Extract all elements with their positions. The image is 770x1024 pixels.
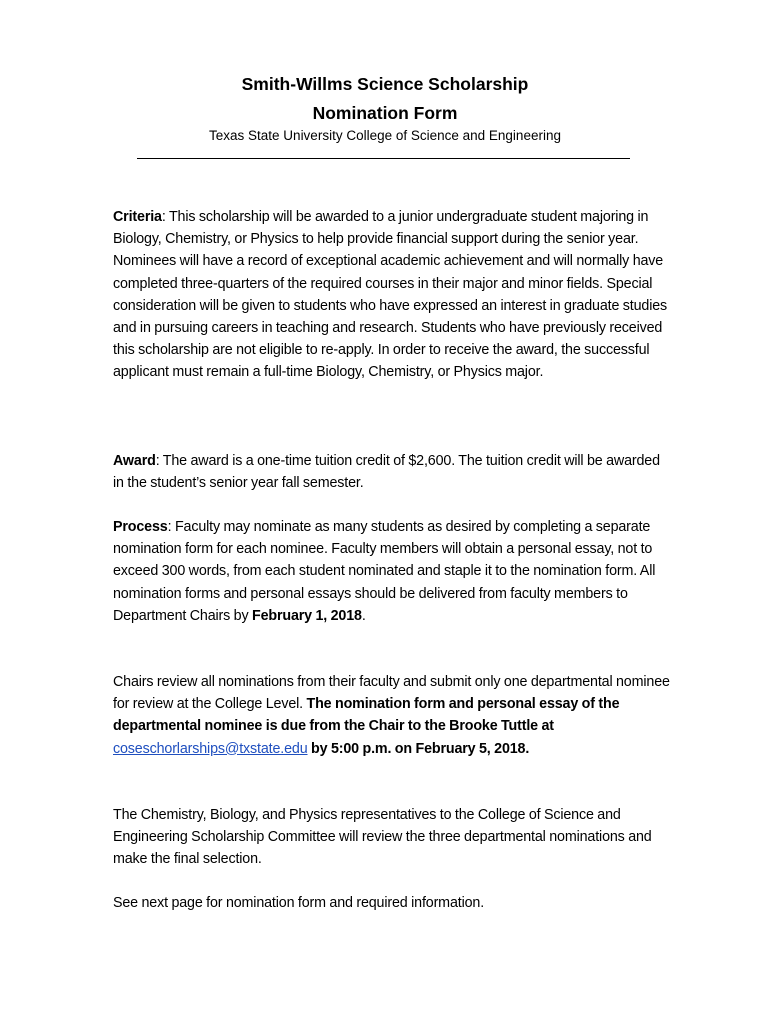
chairs-bold-text: The nomination form and personal essay of the departmental nominee is due from the Chair to the Brooke Tuttle at xyxy=(113,696,620,735)
representatives-paragraph xyxy=(113,804,673,871)
award-text: : The award is a one-time tuition credit of $2,600. The tuition credit will be awarded in the student’s senior year fall semester. xyxy=(113,453,660,492)
process-paragraph xyxy=(113,516,673,627)
criteria-paragraph xyxy=(113,206,673,384)
next-page-note xyxy=(113,892,673,914)
document-title-line2: Nomination Form xyxy=(312,103,458,123)
chairs-paragraph xyxy=(113,671,673,760)
criteria-text: : This scholarship will be awarded to a junior undergraduate student majoring in Biology, Chemistry, or Physics to help provide financial support during the senior year. Nominees will have a record of exceptional academic achievement and will normally have completed three-quarters of the required courses in their major and minor fields. Special consideration will be given to students who have expressed an interest in graduate studies and in pursuing careers in teaching and research. Students who have previously received this scholarship are not eligible to re-apply. In order to receive the award, the successful applicant must remain a full-time Biology, Chemistry, or Physics major. xyxy=(113,209,668,381)
next-page-text: See next page for nomination form and required information. xyxy=(113,895,485,911)
scholarship-email-link[interactable]: coseschorlarships@txstate.edu xyxy=(113,740,308,757)
process-text: : Faculty may nominate as many students as desired by completing a separate nomination form for each nominee. Faculty members will obtain a personal essay, not to exceed 300 words, from each student nominated and staple it to the nomination form. All nomination forms and personal essays should be delivered from faculty members to Department Chairs by xyxy=(113,519,656,624)
chairs-text: Chairs review all nominations from their faculty and submit only one departmental nominee for review at the College Level. xyxy=(113,674,670,713)
header-divider xyxy=(137,158,630,159)
document-title-line1: Smith-Willms Science Scholarship xyxy=(241,74,529,94)
process-deadline: February 1, 2018 xyxy=(251,607,362,624)
criteria-label: Criteria xyxy=(113,209,162,225)
award-paragraph xyxy=(113,450,673,494)
process-label: Process xyxy=(113,519,168,535)
document-subtitle: Texas State University College of Science and Engineering xyxy=(209,128,561,143)
process-end: . xyxy=(361,607,366,624)
representatives-text: The Chemistry, Biology, and Physics representatives to the College of Science and Engineering Scholarship Committee will review the three departmental nominations and make the final selection. xyxy=(113,807,652,868)
chairs-bold-end: by 5:00 p.m. on February 5, 2018. xyxy=(307,740,530,757)
award-label: Award xyxy=(113,453,156,469)
